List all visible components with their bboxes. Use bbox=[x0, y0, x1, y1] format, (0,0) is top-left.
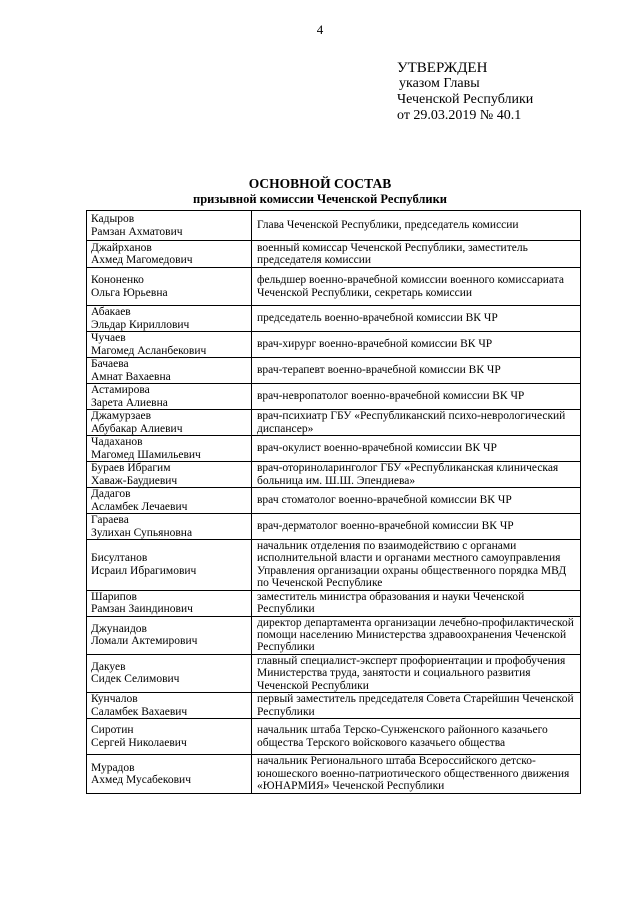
title-line-1: ОСНОВНОЙ СОСТАВ bbox=[248, 176, 392, 191]
member-name-cell bbox=[87, 306, 252, 332]
member-name-cell bbox=[87, 436, 252, 462]
member-given-name: Эльдар Кириллович bbox=[91, 318, 190, 331]
member-given-name: Хаваж-Баудиевич bbox=[91, 474, 178, 487]
table-row bbox=[87, 306, 581, 332]
page-number: 4 bbox=[316, 22, 324, 37]
member-name-cell bbox=[87, 332, 252, 358]
table-row bbox=[87, 384, 581, 410]
member-role-cell: начальник отделения по взаимодействию с органами исполнительной власти и органами местного самоуправления Управления организации охраны общественного порядка МВД по Чеченской Республике bbox=[252, 540, 581, 591]
member-name-cell bbox=[87, 211, 252, 241]
member-given-name: Абубакар Алиевич bbox=[91, 422, 183, 435]
member-name-cell bbox=[87, 268, 252, 306]
member-surname: Чучаев bbox=[91, 332, 126, 345]
members-table bbox=[86, 210, 581, 794]
member-given-name: Магомед Шамильевич bbox=[91, 448, 201, 461]
table-row bbox=[87, 436, 581, 462]
member-given-name: Ольга Юрьевна bbox=[91, 286, 168, 299]
member-given-name: Ломали Актемирович bbox=[91, 635, 198, 648]
member-name-cell bbox=[87, 540, 252, 591]
table-row bbox=[87, 410, 581, 436]
table-row bbox=[87, 462, 581, 488]
table-row bbox=[87, 488, 581, 514]
member-role-cell: врач-окулист военно-врачебной комиссии ВК ЧР bbox=[252, 436, 581, 462]
member-surname: Джамурзаев bbox=[91, 410, 151, 423]
member-surname: Чадаханов bbox=[91, 436, 143, 449]
member-surname: Бачаева bbox=[91, 358, 129, 371]
table-row bbox=[87, 755, 581, 794]
member-role-cell: фельдшер военно-врачебной комиссии военного комиссариата Чеченской Республики, секретарь комиссии bbox=[252, 268, 581, 306]
member-surname: Кунчалов bbox=[91, 693, 138, 706]
member-role-cell: врач-оториноларинголог ГБУ «Республиканская клиническая больница им. Ш.Ш. Эпендиева» bbox=[252, 462, 581, 488]
member-name-cell bbox=[87, 384, 252, 410]
approval-line-1: указом Главы bbox=[399, 76, 480, 91]
member-given-name: Магомед Асланбекович bbox=[91, 344, 207, 357]
member-given-name: Сергей Николаевич bbox=[91, 736, 187, 749]
table-row bbox=[87, 211, 581, 241]
member-surname: Дадагов bbox=[91, 488, 131, 501]
member-given-name: Асламбек Лечаевич bbox=[91, 500, 188, 513]
member-surname: Кадыров bbox=[91, 213, 135, 226]
approval-word: УТВЕРЖДЕН bbox=[397, 60, 488, 76]
member-surname: Кононенко bbox=[91, 274, 144, 287]
member-name-cell bbox=[87, 514, 252, 540]
member-name-cell bbox=[87, 590, 252, 616]
member-surname: Бисултанов bbox=[91, 552, 148, 565]
member-name-cell bbox=[87, 616, 252, 654]
member-given-name: Ахмед Магомедович bbox=[91, 254, 193, 266]
member-surname: Джайрханов bbox=[91, 241, 152, 254]
member-role-cell: врач-хирург военно-врачебной комиссии ВК ЧР bbox=[252, 332, 581, 358]
member-role-cell: начальник Регионального штаба Всероссийского детско-юношеского военно-патриотического общественного движения «ЮНАРМИЯ» Чеченской Республики bbox=[252, 755, 581, 794]
member-name-cell bbox=[87, 654, 252, 692]
member-name-cell bbox=[87, 488, 252, 514]
member-name-cell bbox=[87, 410, 252, 436]
member-role-cell: врач-терапевт военно-врачебной комиссии ВК ЧР bbox=[252, 358, 581, 384]
table-row bbox=[87, 358, 581, 384]
member-surname: Шарипов bbox=[91, 590, 137, 603]
member-role-cell: врач стоматолог военно-врачебной комиссии ВК ЧР bbox=[252, 488, 581, 514]
member-given-name: Рамзан Заиндинович bbox=[91, 603, 193, 616]
member-surname: Сиротин bbox=[91, 724, 134, 737]
member-name-cell bbox=[87, 241, 252, 268]
member-name-cell bbox=[87, 358, 252, 384]
member-surname: Бураев Ибрагим bbox=[91, 462, 171, 475]
member-surname: Мурадов bbox=[91, 761, 135, 774]
approval-line-3: от 29.03.2019 № 40.1 bbox=[397, 108, 522, 123]
member-role-cell: врач-психиатр ГБУ «Республиканский психо-неврологический диспансер» bbox=[252, 410, 581, 436]
member-role-cell: председатель военно-врачебной комиссии ВК ЧР bbox=[252, 306, 581, 332]
member-name-cell bbox=[87, 693, 252, 719]
table-row bbox=[87, 332, 581, 358]
member-given-name: Амнат Вахаевна bbox=[91, 370, 171, 383]
member-surname: Джунаидов bbox=[91, 622, 147, 635]
member-surname: Абакаев bbox=[91, 306, 131, 319]
table-row bbox=[87, 241, 581, 268]
title-line-2: призывной комиссии Чеченской Республики bbox=[193, 192, 447, 206]
member-given-name: Сидек Селимович bbox=[91, 673, 180, 686]
table-row bbox=[87, 616, 581, 654]
member-given-name: Ахмед Мусабекович bbox=[91, 774, 191, 787]
document-title bbox=[0, 176, 640, 207]
table-row bbox=[87, 268, 581, 306]
member-role-cell: военный комиссар Чеченской Республики, заместитель председателя комиссии bbox=[252, 241, 581, 268]
member-role-cell: заместитель министра образования и науки Чеченской Республики bbox=[252, 590, 581, 616]
member-given-name: Рамзан Ахматович bbox=[91, 225, 183, 238]
member-role-cell: начальник штаба Терско-Сунженского районного казачьего общества Терского войскового казачьего общества bbox=[252, 719, 581, 755]
member-name-cell bbox=[87, 719, 252, 755]
member-surname: Дакуев bbox=[91, 661, 126, 674]
member-role-cell: первый заместитель председателя Совета Старейшин Чеченской Республики bbox=[252, 693, 581, 719]
member-given-name: Исраил Ибрагимович bbox=[91, 564, 197, 577]
approval-stamp bbox=[397, 60, 533, 124]
approval-line-2: Чеченской Республики bbox=[397, 92, 534, 107]
table-row bbox=[87, 719, 581, 755]
table-row bbox=[87, 540, 581, 591]
table-row bbox=[87, 693, 581, 719]
table-row bbox=[87, 654, 581, 692]
member-name-cell bbox=[87, 462, 252, 488]
member-role-cell: врач-дерматолог военно-врачебной комиссии ВК ЧР bbox=[252, 514, 581, 540]
member-given-name: Саламбек Вахаевич bbox=[91, 705, 188, 718]
member-name-cell bbox=[87, 755, 252, 794]
member-role-cell: главный специалист-эксперт профориентации и профобучения Министерства труда, занятости и социального развития Чеченской Республики bbox=[252, 654, 581, 692]
member-given-name: Зулихан Супьяновна bbox=[91, 526, 193, 539]
member-role-cell: Глава Чеченской Республики, председатель комиссии bbox=[252, 211, 581, 241]
member-surname: Гараева bbox=[91, 514, 129, 527]
member-given-name: Зарета Алиевна bbox=[91, 396, 168, 409]
member-role-cell: врач-невропатолог военно-врачебной комиссии ВК ЧР bbox=[252, 384, 581, 410]
table-row bbox=[87, 514, 581, 540]
table-row bbox=[87, 590, 581, 616]
member-role-cell: директор департамента организации лечебно-профилактической помощи населению Министерства здравоохранения Чеченской Республики bbox=[252, 616, 581, 654]
member-surname: Астамирова bbox=[91, 384, 150, 397]
